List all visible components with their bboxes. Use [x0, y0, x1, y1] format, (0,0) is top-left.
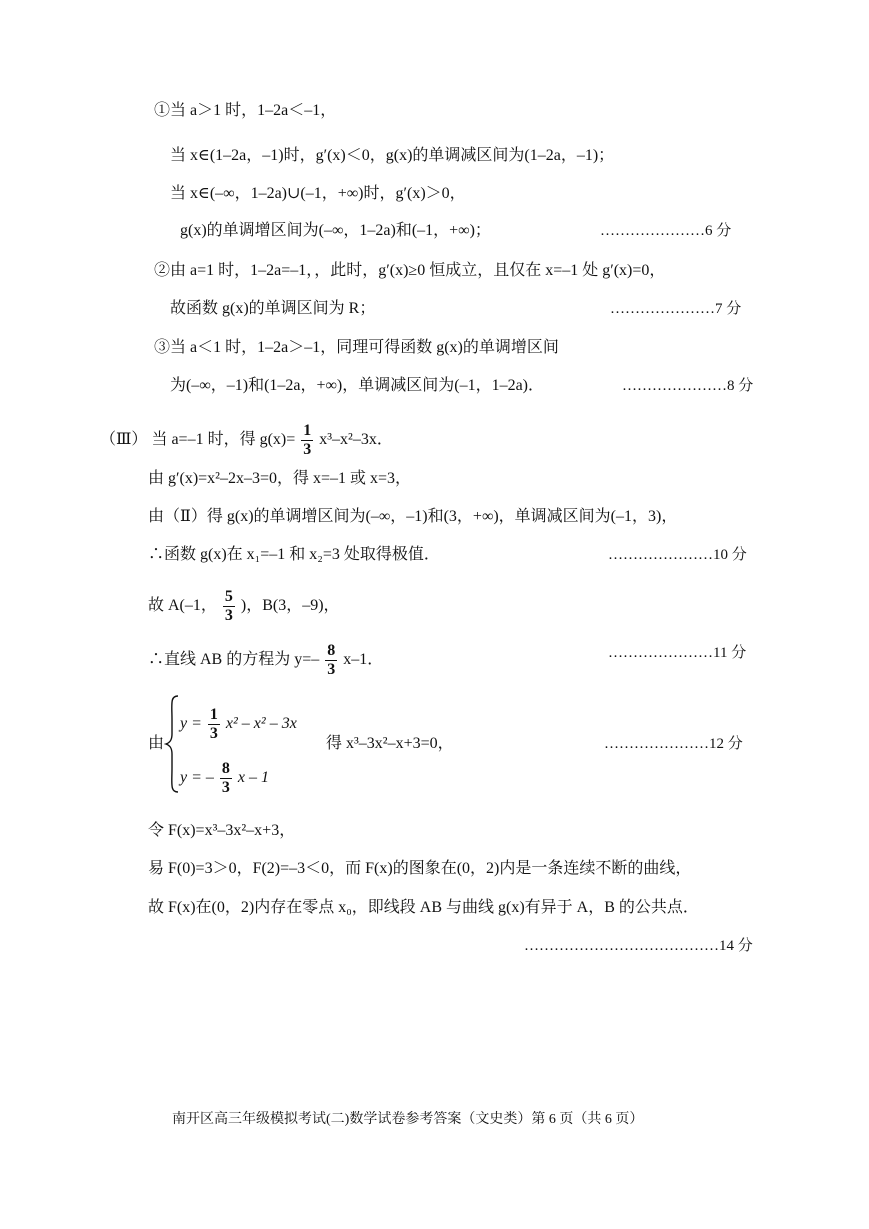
page-footer: 南开区高三年级模拟考试(二)数学试卷参考答案（文史类）第 6 页（共 6 页） — [172, 1112, 644, 1127]
case3-line1: ③当 a＜1 时，1–2a＞–1，同理可得函数 g(x)的单调增区间 — [154, 339, 559, 356]
fraction-numerator: 8 — [327, 642, 336, 659]
part3-line8: 易 F(0)=3＞0，F(2)=–3＜0，而 F(x)的图象在(0，2)内是一条连续不断的曲线， — [148, 860, 692, 877]
part3-line1-suffix: x³–x²–3x． — [319, 431, 393, 449]
fraction-denominator: 3 — [221, 779, 230, 796]
fraction-denominator: 3 — [224, 607, 233, 624]
fraction-one-third — [208, 706, 220, 743]
part3-line5 — [148, 588, 340, 625]
case1-line3: 当 x∈(–∞，1–2a)∪(–1，+∞)时，g′(x)＞0， — [170, 185, 466, 202]
fraction-numerator: 1 — [209, 706, 218, 723]
fraction-denominator: 3 — [303, 441, 312, 458]
sys1-prefix: y = — [180, 715, 202, 733]
score-10: …………………10 分 — [608, 547, 747, 563]
fraction-five-thirds — [223, 588, 235, 625]
line5-suffix: )，B(3，–9)， — [240, 597, 340, 615]
score-11: …………………11 分 — [608, 645, 747, 661]
sys2-prefix: y = – — [180, 769, 214, 787]
system-lead: 由 — [148, 735, 165, 752]
case3-line2: 为(–∞，–1)和(1–2a，+∞)，单调减区间为(–1，1–2a)． — [170, 377, 545, 394]
fraction-numerator: 5 — [224, 588, 233, 605]
fraction-numerator: 8 — [221, 760, 230, 777]
fraction-one-third — [301, 422, 313, 459]
line6-suffix: x–1． — [343, 651, 384, 669]
part3-line1 — [100, 422, 393, 459]
part3-line7: 令 F(x)=x³–3x²–x+3， — [148, 822, 296, 839]
system-result: 得 x³–3x²–x+3=0， — [326, 735, 454, 752]
part3-line1-prefix: 当 a=–1 时，得 g(x)= — [151, 431, 296, 449]
case1-line4: g(x)的单调增区间为(–∞，1–2a)和(–1，+∞)； — [180, 222, 491, 239]
fraction-denominator: 3 — [327, 661, 336, 678]
case1-line1: ①当 a＞1 时，1–2a＜–1， — [154, 102, 337, 119]
system-equation-1 — [180, 706, 297, 743]
part3-label: （Ⅲ） — [100, 431, 148, 449]
part3-line2: 由 g′(x)=x²–2x–3=0，得 x=–1 或 x=3， — [148, 470, 412, 487]
part3-line9: 故 F(x)在(0，2)内存在零点 x₀，即线段 AB 与曲线 g(x)有异于 A，B 的公共点． — [148, 899, 699, 916]
score-6: …………………6 分 — [600, 223, 732, 239]
fraction-numerator: 1 — [303, 422, 312, 439]
line6-prefix: ∴直线 AB 的方程为 y=– — [148, 651, 320, 669]
part3-line3: 由（Ⅱ）得 g(x)的单调增区间为(–∞，–1)和(3，+∞)，单调减区间为(–1，3)， — [148, 508, 678, 525]
case2-line2: 故函数 g(x)的单调区间为 R； — [170, 300, 376, 317]
sys1-suffix: x² – x² – 3x — [225, 715, 297, 733]
score-8: …………………8 分 — [622, 378, 754, 394]
part3-line4: ∴函数 g(x)在 x₁=–1 和 x₂=3 处取得极值． — [148, 546, 440, 563]
case2-line1: ②由 a=1 时，1–2a=–1，，此时，g′(x)≥0 恒成立，且仅在 x=–1 处 g′(x)=0， — [154, 262, 666, 279]
score-14: …………………………………14 分 — [524, 938, 753, 954]
part3-line6 — [148, 642, 383, 679]
score-12: …………………12 分 — [604, 736, 743, 752]
case1-line2: 当 x∈(1–2a，–1)时，g′(x)＜0，g(x)的单调减区间为(1–2a，–1)； — [170, 147, 615, 164]
fraction-eight-thirds — [220, 760, 232, 797]
fraction-denominator: 3 — [209, 725, 218, 742]
line5-prefix: 故 A(–1， — [148, 597, 217, 615]
system-equation-2 — [180, 760, 269, 797]
left-brace-icon — [164, 694, 180, 794]
sys2-suffix: x – 1 — [237, 769, 270, 787]
fraction-eight-thirds — [325, 642, 337, 679]
score-7: …………………7 分 — [610, 301, 742, 317]
